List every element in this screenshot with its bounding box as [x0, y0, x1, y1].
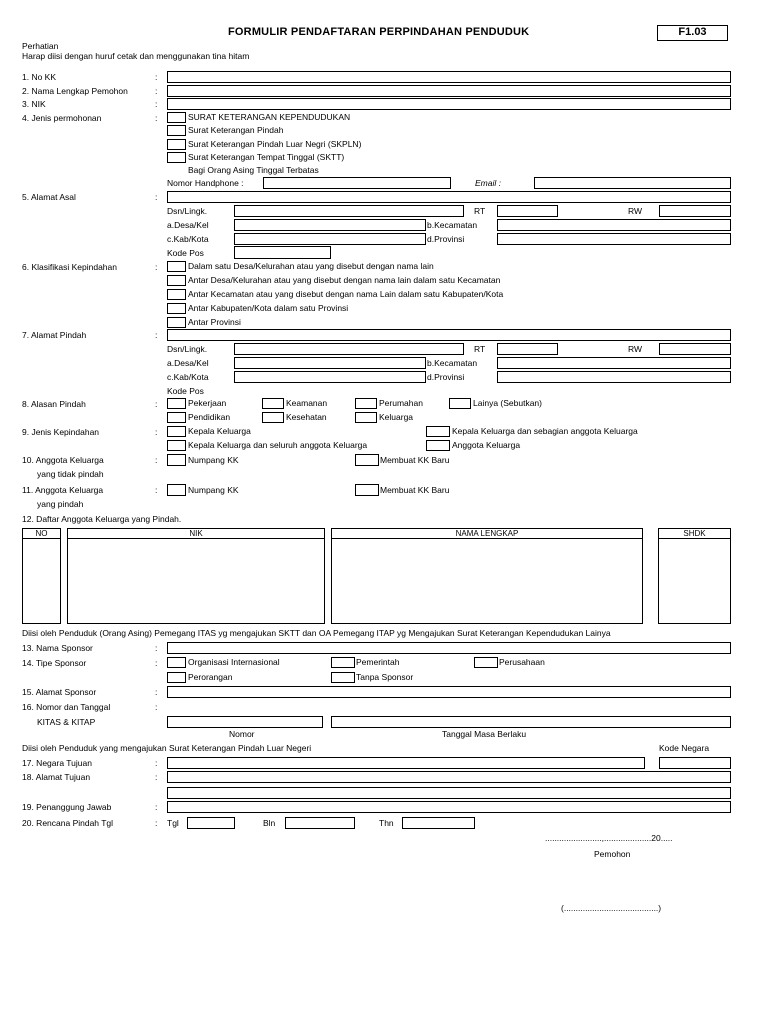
checkbox-kesehatan[interactable] — [262, 412, 284, 423]
checkbox-kk-sebagian[interactable] — [426, 426, 450, 437]
option-label: Kepala Keluarga dan sebagian anggota Keluarga — [452, 426, 638, 436]
country-code-label: Kode Negara — [659, 743, 710, 753]
option-label: Organisasi Internasional — [188, 657, 280, 667]
table-cell-shdk[interactable] — [658, 538, 731, 624]
thn-label: Thn — [379, 818, 394, 828]
dsn-label: Dsn/Lingk. — [167, 206, 208, 216]
provinsi-label: d.Provinsi — [427, 372, 465, 382]
asal-desa-input[interactable] — [234, 219, 426, 231]
field-label-alamat-pindah: 7. Alamat Pindah — [22, 330, 87, 340]
option-label: Pekerjaan — [188, 398, 227, 408]
option-label: Pendidikan — [188, 412, 231, 422]
option-label: Membuat KK Baru — [380, 455, 450, 465]
colon: : — [155, 772, 158, 782]
colon: : — [155, 802, 158, 812]
nama-sponsor-input[interactable] — [167, 642, 731, 654]
form-code: F1.03 — [657, 25, 728, 41]
alamat-tujuan-input-2[interactable] — [167, 787, 731, 799]
table-cell-no[interactable] — [22, 538, 61, 624]
checkbox-klasifikasi-4[interactable] — [167, 303, 186, 314]
checkbox-keamanan[interactable] — [262, 398, 284, 409]
form-title: FORMULIR PENDAFTARAN PERPINDAHAN PENDUDUK — [228, 26, 530, 38]
option-label: Tanpa Sponsor — [356, 672, 414, 682]
tgl-label: Tgl — [167, 818, 179, 828]
colon: : — [155, 427, 158, 437]
email-label: Email : — [475, 178, 501, 188]
penanggung-jawab-input[interactable] — [167, 801, 731, 813]
field-label-klasifikasi: 6. Klasifikasi Kepindahan — [22, 262, 117, 272]
field-label-anggota-tidak-pindah-2: yang tidak pindah — [37, 469, 104, 479]
option-label: Keluarga — [379, 412, 414, 422]
option-label: Surat Keterangan Tempat Tinggal (SKTT) — [188, 152, 345, 162]
pindah-rt-input[interactable] — [497, 343, 558, 355]
kab-label: c.Kab/Kota — [167, 234, 209, 244]
dsn-label: Dsn/Lingk. — [167, 344, 208, 354]
checkbox-keluarga[interactable] — [355, 412, 377, 423]
checkbox-pindah-kk-baru[interactable] — [355, 484, 379, 496]
colon: : — [155, 72, 158, 82]
pindah-kab-input[interactable] — [234, 371, 426, 383]
kode-negara-input[interactable] — [659, 757, 731, 769]
asal-kab-input[interactable] — [234, 233, 426, 245]
field-label-jenis-kepindahan: 9. Jenis Kepindahan — [22, 427, 100, 437]
desa-label: a.Desa/Kel — [167, 220, 209, 230]
kab-label: c.Kab/Kota — [167, 372, 209, 382]
option-label: Antar Kecamatan atau yang disebut dengan nama Lain dalam satu Kabupaten/Kota — [188, 289, 504, 299]
field-label-alamat-tujuan: 18. Alamat Tujuan — [22, 772, 91, 782]
kitas-nomor-input[interactable] — [167, 716, 323, 728]
provinsi-label: d.Provinsi — [427, 234, 465, 244]
kitas-nomor-caption: Nomor — [229, 729, 255, 739]
checkbox-perusahaan[interactable] — [474, 657, 498, 668]
checkbox-anggota-keluarga[interactable] — [426, 440, 450, 451]
notice-heading: Perhatian — [22, 41, 59, 51]
bln-label: Bln — [263, 818, 276, 828]
kitas-tanggal-caption: Tanggal Masa Berlaku — [442, 729, 527, 739]
checkbox-kk-seluruh[interactable] — [167, 440, 186, 451]
no-kk-input[interactable] — [167, 71, 731, 83]
checkbox-tidak-pindah-kk-baru[interactable] — [355, 454, 379, 466]
tgl-input[interactable] — [187, 817, 235, 829]
option-label: Kepala Keluarga — [188, 426, 251, 436]
option-label: Perorangan — [188, 672, 233, 682]
nik-input[interactable] — [167, 98, 731, 110]
option-label: SURAT KETERANGAN KEPENDUDUKAN — [188, 112, 351, 122]
field-label-negara-tujuan: 17. Negara Tujuan — [22, 758, 92, 768]
pindah-provinsi-input[interactable] — [497, 371, 731, 383]
field-label-nik: 3. NIK — [22, 99, 46, 109]
checkbox-pemerintah[interactable] — [331, 657, 355, 668]
desa-label: a.Desa/Kel — [167, 358, 209, 368]
asal-provinsi-input[interactable] — [497, 233, 731, 245]
field-label-alamat-asal: 5. Alamat Asal — [22, 192, 76, 202]
field-label-anggota-pindah: 11. Anggota Keluarga — [22, 485, 104, 495]
checkbox-organisasi-internasional[interactable] — [167, 657, 186, 668]
option-label: Antar Kabupaten/Kota dalam satu Provinsi — [188, 303, 349, 313]
colon: : — [155, 702, 158, 712]
column-header-nama: NAMA LENGKAP — [331, 528, 643, 539]
field-label-alamat-sponsor: 15. Alamat Sponsor — [22, 687, 97, 697]
rw-label: RW — [628, 344, 643, 354]
checkbox-klasifikasi-5[interactable] — [167, 317, 186, 328]
kecamatan-label: b.Kecamatan — [427, 358, 478, 368]
asal-dsn-input[interactable] — [234, 205, 464, 217]
checkbox-pendidikan[interactable] — [167, 412, 186, 423]
pindah-dsn-input[interactable] — [234, 343, 464, 355]
field-label-anggota-tidak-pindah: 10. Anggota Keluarga — [22, 455, 104, 465]
option-label: Keamanan — [286, 398, 328, 408]
field-label-daftar-anggota: 12. Daftar Anggota Keluarga yang Pindah. — [22, 514, 182, 524]
field-label-anggota-pindah-2: yang pindah — [37, 499, 84, 509]
phone-label: Nomor Handphone : — [167, 178, 244, 188]
colon: : — [155, 86, 158, 96]
colon: : — [155, 643, 158, 653]
colon: : — [155, 262, 158, 272]
checkbox-kepala-keluarga[interactable] — [167, 426, 186, 437]
pindah-kecamatan-input[interactable] — [497, 357, 731, 369]
alamat-tujuan-input[interactable] — [167, 771, 731, 783]
colon: : — [155, 192, 158, 202]
field-label-alasan-pindah: 8. Alasan Pindah — [22, 399, 86, 409]
alamat-pindah-input[interactable] — [167, 329, 731, 341]
email-input[interactable] — [534, 177, 731, 189]
checkbox-klasifikasi-2[interactable] — [167, 275, 186, 286]
checkbox-surat-keterangan-pindah[interactable] — [167, 125, 186, 136]
rt-label: RT — [474, 206, 486, 216]
asal-kodepos-input[interactable] — [234, 246, 331, 259]
option-label: Dalam satu Desa/Kelurahan atau yang disebut dengan nama lain — [188, 261, 434, 271]
sktt-note: Bagi Orang Asing Tinggal Terbatas — [188, 165, 319, 175]
checkbox-tanpa-sponsor[interactable] — [331, 672, 355, 683]
negara-tujuan-input[interactable] — [167, 757, 645, 769]
table-cell-nik[interactable] — [67, 538, 325, 624]
column-header-nik: NIK — [67, 528, 325, 539]
pindah-rw-input[interactable] — [659, 343, 731, 355]
checkbox-klasifikasi-1[interactable] — [167, 261, 186, 272]
rw-label: RW — [628, 206, 643, 216]
colon: : — [155, 658, 158, 668]
bln-input[interactable] — [285, 817, 355, 829]
checkbox-surat-keterangan-kependudukan[interactable] — [167, 112, 186, 123]
option-label: Kepala Keluarga dan seluruh anggota Keluarga — [188, 440, 368, 450]
notice-text: Harap diisi dengan huruf cetak dan menggunakan tina hitam — [22, 51, 250, 61]
colon: : — [155, 687, 158, 697]
kitas-tanggal-input[interactable] — [331, 716, 731, 728]
alamat-asal-input[interactable] — [167, 191, 731, 203]
option-label: Anggota Keluarga — [452, 440, 521, 450]
checkbox-pekerjaan[interactable] — [167, 398, 186, 409]
colon: : — [155, 818, 158, 828]
signature-role: Pemohon — [594, 849, 631, 859]
signature-date-line: ........................,....................20..... — [545, 833, 673, 843]
nama-pemohon-input[interactable] — [167, 85, 731, 97]
alamat-sponsor-input[interactable] — [167, 686, 731, 698]
table-cell-nama[interactable] — [331, 538, 643, 624]
option-label: Surat Keterangan Pindah — [188, 125, 284, 135]
phone-input[interactable] — [263, 177, 451, 189]
kecamatan-label: b.Kecamatan — [427, 220, 478, 230]
field-label-jenis-permohonan: 4. Jenis permohonan — [22, 113, 102, 123]
option-label: Antar Provinsi — [188, 317, 241, 327]
option-label: Kesehatan — [286, 412, 327, 422]
field-label-penanggung-jawab: 19. Penanggung Jawab — [22, 802, 112, 812]
checkbox-tidak-pindah-numpang[interactable] — [167, 454, 186, 466]
field-label-kitas: 16. Nomor dan Tanggal — [22, 702, 111, 712]
checkbox-perumahan[interactable] — [355, 398, 377, 409]
option-label: Pemerintah — [356, 657, 400, 667]
foreign-note: Diisi oleh Penduduk (Orang Asing) Pemegang ITAS yg mengajukan SKTT dan OA Pemegang ITAP yg Mengajukan Surat Keterangan Kependudukan Lainya — [22, 628, 611, 638]
option-label: Membuat KK Baru — [380, 485, 450, 495]
option-label: Lainya (Sebutkan) — [473, 398, 542, 408]
checkbox-pindah-numpang[interactable] — [167, 484, 186, 496]
kodepos-label: Kode Pos — [167, 386, 204, 396]
option-label: Numpang KK — [188, 485, 239, 495]
colon: : — [155, 399, 158, 409]
field-label-no-kk: 1. No KK — [22, 72, 57, 82]
colon: : — [155, 485, 158, 495]
option-label: Numpang KK — [188, 455, 239, 465]
pindah-desa-input[interactable] — [234, 357, 426, 369]
field-label-nama-sponsor: 13. Nama Sponsor — [22, 643, 93, 653]
column-header-no: NO — [22, 528, 61, 539]
asal-rt-input[interactable] — [497, 205, 558, 217]
abroad-note: Diisi oleh Penduduk yang mengajukan Surat Keterangan Pindah Luar Negeri — [22, 743, 312, 753]
asal-rw-input[interactable] — [659, 205, 731, 217]
field-label-kitas-2: KITAS & KITAP — [37, 717, 96, 727]
field-label-tipe-sponsor: 14. Tipe Sponsor — [22, 658, 87, 668]
column-header-shdk: SHDK — [658, 528, 731, 539]
colon: : — [155, 758, 158, 768]
option-label: Antar Desa/Kelurahan atau yang disebut dengan nama lain dalam satu Kecamatan — [188, 275, 501, 285]
option-label: Perusahaan — [499, 657, 545, 667]
checkbox-sktt[interactable] — [167, 152, 186, 163]
asal-kecamatan-input[interactable] — [497, 219, 731, 231]
checkbox-lainya[interactable] — [449, 398, 471, 409]
field-label-nama-pemohon: 2. Nama Lengkap Pemohon — [22, 86, 128, 96]
colon: : — [155, 330, 158, 340]
signature-name-line: (........................................) — [561, 903, 662, 913]
colon: : — [155, 113, 158, 123]
thn-input[interactable] — [402, 817, 475, 829]
rt-label: RT — [474, 344, 486, 354]
colon: : — [155, 455, 158, 465]
kodepos-label: Kode Pos — [167, 248, 204, 258]
checkbox-skpln[interactable] — [167, 139, 186, 150]
colon: : — [155, 99, 158, 109]
option-label: Surat Keterangan Pindah Luar Negri (SKPLN) — [188, 139, 362, 149]
checkbox-klasifikasi-3[interactable] — [167, 289, 186, 300]
checkbox-perorangan[interactable] — [167, 672, 186, 683]
option-label: Perumahan — [379, 398, 423, 408]
field-label-rencana-pindah: 20. Rencana Pindah Tgl — [22, 818, 114, 828]
